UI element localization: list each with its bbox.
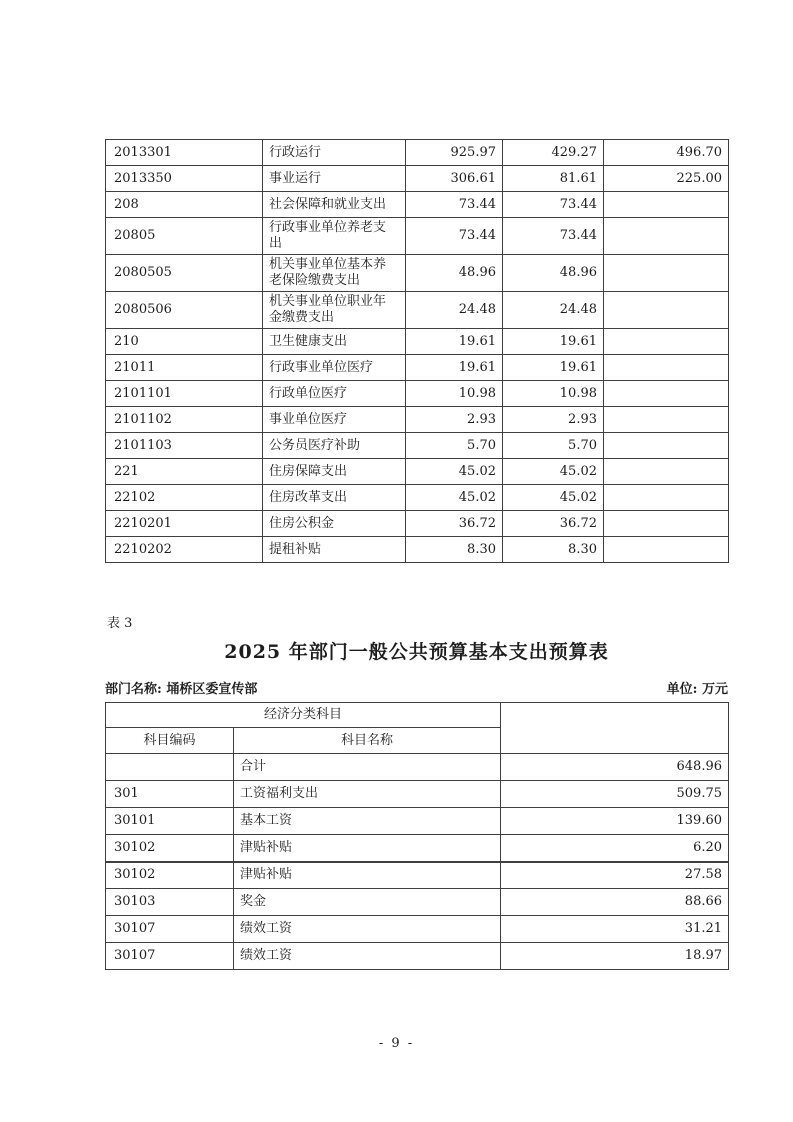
cell-budget-amount: 6.20 [501,835,729,862]
cell-subject-name: 社会保障和就业支出 [263,192,406,218]
cell-budget-amount: 31.21 [501,916,729,943]
cell-subject-name: 提租补贴 [263,537,406,563]
cell-value-1: 45.02 [406,485,503,511]
cell-subject-name: 机关事业单位基本养老保险缴费支出 [263,255,406,292]
cell-subject-code: 210 [106,329,263,355]
table-row [106,916,729,943]
functional-budget-continuation-table [105,139,729,563]
cell-value-3 [604,292,729,329]
page-title: 2025 年部门一般公共预算基本支出预算表 [224,641,609,663]
cell-subject-code: 30102 [106,862,234,889]
cell-value-3 [604,381,729,407]
header-subject-name: 科目名称 [234,728,501,754]
cell-subject-code: 30107 [106,916,234,943]
cell-subject-name: 公务员医疗补助 [263,433,406,459]
cell-value-1: 73.44 [406,192,503,218]
cell-subject-name: 绩效工资 [234,943,501,970]
cell-value-3 [604,329,729,355]
economic-classification-budget-table [105,702,729,970]
cell-subject-name: 津贴补贴 [234,835,501,862]
cell-value-3 [604,433,729,459]
table-row [106,781,729,808]
cell-value-3: 225.00 [604,166,729,192]
cell-value-3 [604,459,729,485]
cell-budget-amount: 139.60 [501,808,729,835]
cell-subject-name: 住房公积金 [263,511,406,537]
cell-value-3 [604,485,729,511]
cell-value-2: 48.96 [503,255,604,292]
cell-value-2: 81.61 [503,166,604,192]
cell-value-1: 24.48 [406,292,503,329]
cell-value-1: 48.96 [406,255,503,292]
cell-subject-name: 工资福利支出 [234,781,501,808]
header-economic-classification: 经济分类科目 [106,703,501,728]
cell-subject-name: 事业运行 [263,166,406,192]
table-row [106,485,729,511]
table-row [106,166,729,192]
cell-value-1: 8.30 [406,537,503,563]
cell-subject-code: 2101101 [106,381,263,407]
cell-value-2: 8.30 [503,537,604,563]
cell-budget-amount: 509.75 [501,781,729,808]
table-header [106,703,729,754]
cell-value-1: 5.70 [406,433,503,459]
cell-value-2: 24.48 [503,292,604,329]
cell-value-3 [604,218,729,255]
cell-value-2: 45.02 [503,485,604,511]
unit-line [667,678,728,697]
table-row [106,218,729,255]
table-row [106,433,729,459]
table-row [106,381,729,407]
cell-budget-amount: 27.58 [501,862,729,889]
cell-subject-code: 30107 [106,943,234,970]
cell-subject-code: 2013350 [106,166,263,192]
cell-subject-code: 20805 [106,218,263,255]
table-row [106,835,729,862]
cell-value-1: 306.61 [406,166,503,192]
cell-subject-code: 2101103 [106,433,263,459]
department-name: 埇桥区委宣传部 [166,682,258,697]
cell-subject-name: 绩效工资 [234,916,501,943]
cell-value-3 [604,407,729,433]
table-row [106,355,729,381]
cell-subject-code: 2013301 [106,140,263,166]
table-row [106,862,729,889]
cell-subject-name: 机关事业单位职业年金缴费支出 [263,292,406,329]
cell-subject-code: 221 [106,459,263,485]
cell-budget-amount: 648.96 [501,754,729,781]
table-row [106,192,729,218]
cell-budget-amount: 88.66 [501,889,729,916]
cell-value-1: 19.61 [406,329,503,355]
cell-subject-name: 行政单位医疗 [263,381,406,407]
cell-subject-code: 301 [106,781,234,808]
cell-value-1: 36.72 [406,511,503,537]
unit-value: 万元 [701,682,728,697]
department-label: 部门名称: [105,682,162,697]
cell-value-3 [604,355,729,381]
cell-subject-code: 2101102 [106,407,263,433]
cell-subject-name: 行政运行 [263,140,406,166]
cell-subject-name: 津贴补贴 [234,862,501,889]
cell-budget-amount: 18.97 [501,943,729,970]
unit-label: 单位: [666,682,698,697]
cell-subject-code: 30103 [106,889,234,916]
cell-value-2: 36.72 [503,511,604,537]
cell-value-3: 496.70 [604,140,729,166]
cell-value-2: 19.61 [503,329,604,355]
table-row [106,808,729,835]
cell-value-3 [604,192,729,218]
cell-subject-code: 2210202 [106,537,263,563]
table-meta-row [105,678,728,697]
cell-subject-code: 30101 [106,808,234,835]
table-row [106,140,729,166]
cell-value-2: 73.44 [503,218,604,255]
cell-value-1: 925.97 [406,140,503,166]
table-row [106,255,729,292]
cell-value-2: 2.93 [503,407,604,433]
cell-value-1: 73.44 [406,218,503,255]
cell-value-2: 73.44 [503,192,604,218]
cell-subject-code: 22102 [106,485,263,511]
cell-value-2: 19.61 [503,355,604,381]
page-number: - 9 - [378,1036,415,1051]
table-row [106,537,729,563]
cell-subject-code: 2080505 [106,255,263,292]
cell-value-3 [604,537,729,563]
cell-subject-name: 合计 [234,754,501,781]
department-name-line [105,678,257,697]
cell-subject-code: 30102 [106,835,234,862]
header-budget-amount [501,703,729,754]
table-row [106,329,729,355]
cell-subject-code: 2080506 [106,292,263,329]
cell-subject-name: 行政事业单位医疗 [263,355,406,381]
table-row [106,754,729,781]
cell-value-1: 19.61 [406,355,503,381]
header-row-group [106,703,729,728]
cell-subject-code [106,754,234,781]
table-row [106,511,729,537]
cell-subject-code: 208 [106,192,263,218]
cell-subject-code: 21011 [106,355,263,381]
cell-value-1: 2.93 [406,407,503,433]
cell-subject-name: 行政事业单位养老支出 [263,218,406,255]
cell-value-2: 429.27 [503,140,604,166]
header-subject-code: 科目编码 [106,728,234,754]
cell-subject-name: 奖金 [234,889,501,916]
cell-subject-name: 基本工资 [234,808,501,835]
cell-value-1: 10.98 [406,381,503,407]
cell-subject-name: 住房改革支出 [263,485,406,511]
cell-subject-name: 事业单位医疗 [263,407,406,433]
cell-subject-name: 住房保障支出 [263,459,406,485]
cell-value-2: 5.70 [503,433,604,459]
cell-value-1: 45.02 [406,459,503,485]
cell-value-2: 10.98 [503,381,604,407]
table-row [106,889,729,916]
table-row [106,943,729,970]
cell-value-3 [604,255,729,292]
table-row [106,407,729,433]
cell-subject-code: 2210201 [106,511,263,537]
table-row [106,459,729,485]
cell-value-3 [604,511,729,537]
cell-value-2: 45.02 [503,459,604,485]
cell-subject-name: 卫生健康支出 [263,329,406,355]
table-number-label: 表 3 [107,616,133,631]
table-row [106,292,729,329]
